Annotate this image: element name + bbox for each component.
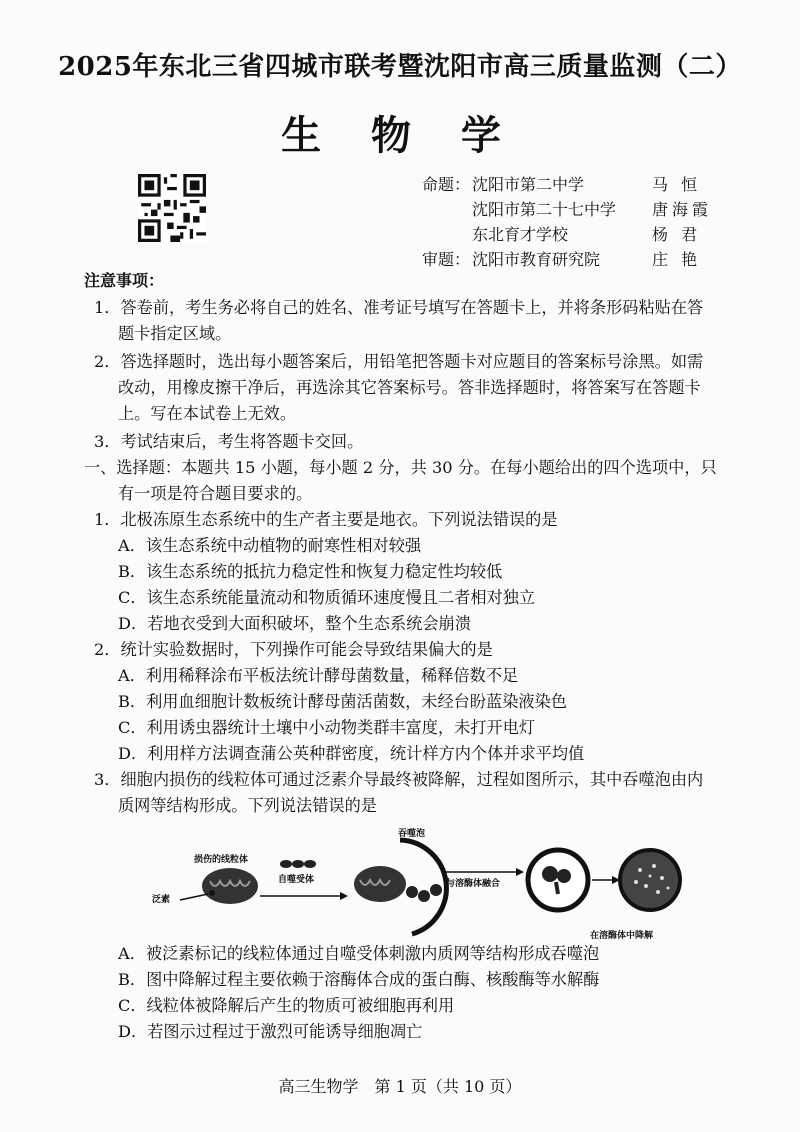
question-3-option: C．线粒体被降解后产生的物质可被细胞再利用 — [118, 996, 455, 1015]
label-damaged-mitochondrion: 损伤的线粒体 — [194, 855, 249, 865]
notice-line: 上。写在本试卷上无效。 — [118, 404, 297, 423]
notice-line: 题卡指定区域。 — [118, 324, 232, 343]
notice-line: 3．考试结束后，考生将答题卡交回。 — [94, 432, 364, 451]
section-heading: 有一项是符合题目要求的。 — [118, 484, 313, 503]
credit-school: 沈阳市教育研究院 — [472, 250, 601, 269]
credit-school: 沈阳市第二十七中学 — [472, 200, 617, 219]
autophagosome-icon — [528, 850, 588, 910]
question-1-stem: 1．北极冻原生态系统中的生产者主要是地衣。下列说法错误的是 — [94, 510, 558, 529]
qr-code-icon — [138, 174, 206, 242]
mitophagy-diagram — [150, 826, 690, 942]
label-degrade: 在溶酶体中降解 — [590, 931, 654, 941]
credit-person: 唐海霞 — [652, 200, 713, 219]
question-1-option: A．该生态系统中动植物的耐寒性相对较强 — [118, 536, 422, 555]
notice-heading: 注意事项： — [84, 271, 165, 290]
page-footer: 高三生物学 第 1 页（共 10 页） — [278, 1077, 522, 1096]
question-1-option: D．若地衣受到大面积破坏，整个生态系统会崩溃 — [118, 614, 471, 633]
credit-person: 马 恒 — [652, 175, 702, 194]
credit-person: 庄 艳 — [652, 250, 702, 269]
question-2-option: C．利用诱虫器统计土壤中小动物类群丰富度，未打开电灯 — [118, 718, 536, 737]
notice-line: 改动，用橡皮擦干净后，再选涂其它答案标号。答非选择题时，将答案写在答题卡 — [118, 378, 701, 397]
notice-line: 2．答选择题时，选出每小题答案后，用铅笔把答题卡对应题目的答案标号涂黑。如需 — [94, 352, 704, 371]
question-1-option: C．该生态系统能量流动和物质循环速度慢且二者相对独立 — [118, 588, 536, 607]
question-3-stem: 3．细胞内损伤的线粒体可通过泛素介导最终被降解，过程如图所示，其中吞噬泡由内 — [94, 770, 704, 789]
label-fusion: 与溶酶体融合 — [446, 879, 501, 889]
credit-school: 东北育才学校 — [472, 225, 569, 244]
label-phagophore: 吞噬泡 — [398, 829, 426, 839]
question-3-option: A．被泛素标记的线粒体通过自噬受体刺激内质网等结构形成吞噬泡 — [118, 944, 600, 963]
section-heading: 一、选择题：本题共 15 小题，每小题 2 分，共 30 分。在每小题给出的四个选项中，只 — [84, 458, 717, 477]
question-2-option: B．利用血细胞计数板统计酵母菌活菌数，未经台盼蓝染液染色 — [118, 692, 567, 711]
phagophore-icon — [354, 840, 446, 934]
autophagy-receptor-icon — [280, 860, 316, 868]
credits — [420, 172, 760, 272]
credit-role: 命题： — [421, 175, 470, 194]
question-2-option: D．利用样方法调查蒲公英种群密度，统计样方内个体并求平均值 — [118, 744, 585, 763]
label-receptor: 自噬受体 — [278, 875, 315, 885]
damaged-mitochondrion-icon — [180, 868, 258, 904]
label-ubiquitin: 泛素 — [152, 895, 171, 905]
question-2-stem: 2．统计实验数据时，下列操作可能会导致结果偏大的是 — [94, 640, 493, 659]
question-2-option: A．利用稀释涂布平板法统计酵母菌数量，稀释倍数不足 — [118, 666, 519, 685]
question-1-option: B．该生态系统的抵抗力稳定性和恢复力稳定性均较低 — [118, 562, 503, 581]
credit-person: 杨 君 — [652, 225, 702, 244]
question-3-option: D．若图示过程过于激烈可能诱导细胞凋亡 — [118, 1022, 423, 1041]
notice-line: 1．答卷前，考生务必将自己的姓名、准考证号填写在答题卡上，并将条形码粘贴在答 — [94, 298, 704, 317]
credit-school: 沈阳市第二中学 — [472, 175, 585, 194]
exam-title: 2025年东北三省四城市联考暨沈阳市高三质量监测（二） — [58, 52, 742, 82]
question-3-stem: 质网等结构形成。下列说法错误的是 — [118, 796, 377, 815]
credit-role: 审题： — [421, 250, 470, 269]
subject-title: 生 物 学 — [281, 112, 519, 159]
lysosome-icon — [620, 850, 680, 910]
question-3-option: B．图中降解过程主要依赖于溶酶体合成的蛋白酶、核酸酶等水解酶 — [118, 970, 600, 989]
